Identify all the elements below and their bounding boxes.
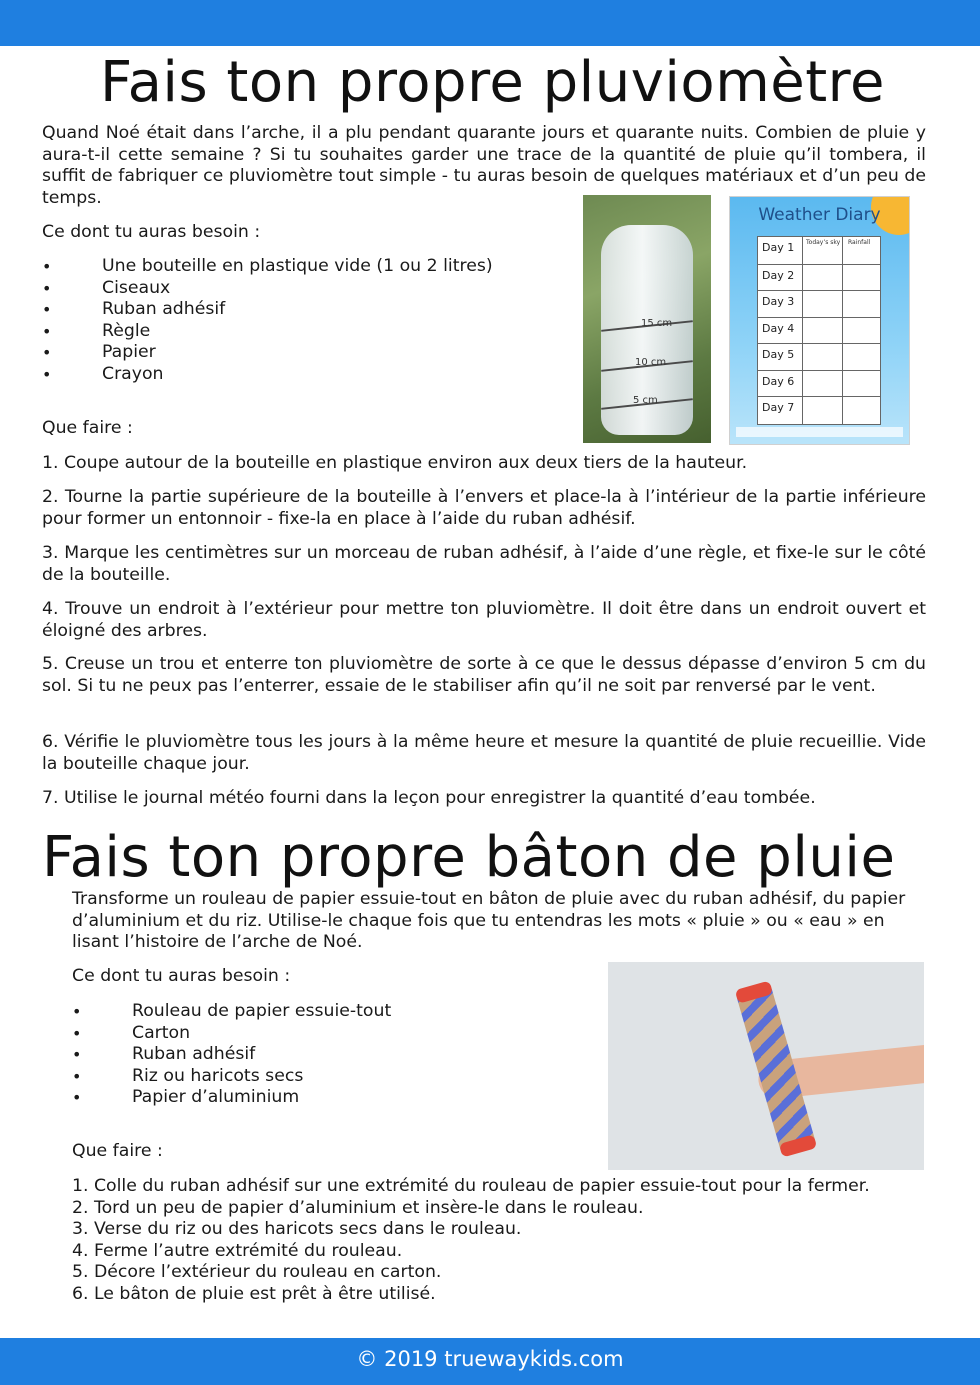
list-item: 5. Décore l’extérieur du rouleau en carton. [72, 1262, 442, 1282]
list-item: 3. Verse du riz ou des haricots secs dans le rouleau. [72, 1219, 522, 1239]
section1-step: 5. Creuse un trou et enterre ton pluviomètre de sorte à ce que le dessus dépasse d’environ 5 cm du sol. Si tu ne peux pas l’enterrer, essaie de le stabiliser afin qu’il ne soit par renversé par le vent. [42, 654, 926, 696]
weather-diary-image [729, 196, 910, 445]
diary-row: Day 7 [758, 396, 880, 424]
list-item: • Papier [42, 342, 562, 364]
section1-step: 4. Trouve un endroit à l’extérieur pour mettre ton pluviomètre. Il doit être dans un endroit ouvert et éloigné des arbres. [42, 599, 926, 641]
measure-label: 15 cm [641, 318, 673, 329]
section1-title: Fais ton propre pluviomètre [100, 50, 885, 115]
list-item: • Carton [72, 1023, 572, 1045]
section1-needs-heading: Ce dont tu auras besoin : [42, 222, 261, 242]
measure-label: 10 cm [635, 357, 667, 368]
top-banner [0, 0, 980, 46]
section1-step: 1. Coupe autour de la bouteille en plastique environ aux deux tiers de la hauteur. [42, 453, 748, 473]
diary-row: Day 3 [758, 290, 880, 318]
list-item: • Une bouteille en plastique vide (1 ou 2 litres) [42, 256, 562, 278]
list-item: • Règle [42, 321, 562, 343]
diary-row: Day 6 [758, 370, 880, 398]
section1-step: 3. Marque les centimètres sur un morceau de ruban adhésif, à l’aide d’une règle, et fixe-le sur le côté de la bouteille. [42, 543, 926, 585]
list-item: • Ciseaux [42, 278, 562, 300]
diary-row: Day 5 [758, 343, 880, 371]
section2-needs-heading: Ce dont tu auras besoin : [72, 966, 291, 986]
section2-title: Fais ton propre bâton de pluie [42, 825, 896, 890]
list-item: 4. Ferme l’autre extrémité du rouleau. [72, 1240, 403, 1261]
section1-intro: Quand Noé était dans l’arche, il a plu pendant quarante jours et quarante nuits. Combien de pluie y aura-t-il cette semaine ? Si tu souhaites garder une trace de la quantité de pluie qu’il tombera, il suffit de fabriquer ce pluviomètre tout simple - tu auras besoin de quelques matériaux et d’un peu de temps. [42, 123, 926, 208]
diary-col-header: Today’s sky [806, 239, 841, 246]
list-item: • Rouleau de papier essuie-tout [72, 1001, 572, 1023]
diary-title: Weather Diary [758, 205, 881, 225]
diary-col-header: Rainfall [848, 239, 871, 246]
list-item: 6. Le bâton de pluie est prêt à être utilisé. [72, 1283, 436, 1304]
list-item: • Ruban adhésif [42, 299, 562, 321]
section1-step: 2. Tourne la partie supérieure de la bouteille à l’envers et place-la à l’intérieur de la partie inférieure pour former un entonnoir - fixe-la en place à l’aide du ruban adhésif. [42, 487, 926, 529]
list-item: 2. Tord un peu de papier d’aluminium et insère-le dans le rouleau. [72, 1197, 644, 1218]
section1-materials-list [42, 256, 562, 385]
footer-copyright: © 2019 truewaykids.com [356, 1347, 624, 1371]
list-item: 1. Colle du ruban adhésif sur une extrémité du rouleau de papier essuie-tout pour la fermer. [72, 1176, 870, 1196]
rain-stick-photo [608, 962, 924, 1170]
section1-step: 6. Vérifie le pluviomètre tous les jours à la même heure et mesure la quantité de pluie recueillie. Vide la bouteille chaque jour. [42, 732, 926, 774]
section2-steps-heading: Que faire : [72, 1141, 163, 1161]
section2-intro: Transforme un rouleau de papier essuie-tout en bâton de pluie avec du ruban adhésif, du papier d’aluminium et du riz. Utilise-le chaque fois que tu entendras les mots « pluie » ou « eau » en lisant l’histoire de l’arche de Noé. [72, 889, 906, 952]
measure-label: 5 cm [633, 395, 658, 406]
diary-footnote [736, 427, 903, 437]
list-item: • Papier d’aluminium [72, 1087, 572, 1109]
section1-steps-heading: Que faire : [42, 418, 133, 438]
diary-row: Day 2 [758, 264, 880, 292]
rain-gauge-photo [583, 195, 711, 443]
diary-row: Day 4 [758, 317, 880, 345]
section2-steps-list [72, 1176, 932, 1305]
section1-step: 7. Utilise le journal météo fourni dans la leçon pour enregistrer la quantité d’eau tombée. [42, 788, 816, 808]
list-item: • Riz ou haricots secs [72, 1066, 572, 1088]
diary-row: Day 1 [762, 241, 795, 254]
list-item: • Ruban adhésif [72, 1044, 572, 1066]
list-item: • Crayon [42, 364, 562, 386]
section2-materials-list [72, 1001, 572, 1109]
diary-table [757, 236, 881, 425]
